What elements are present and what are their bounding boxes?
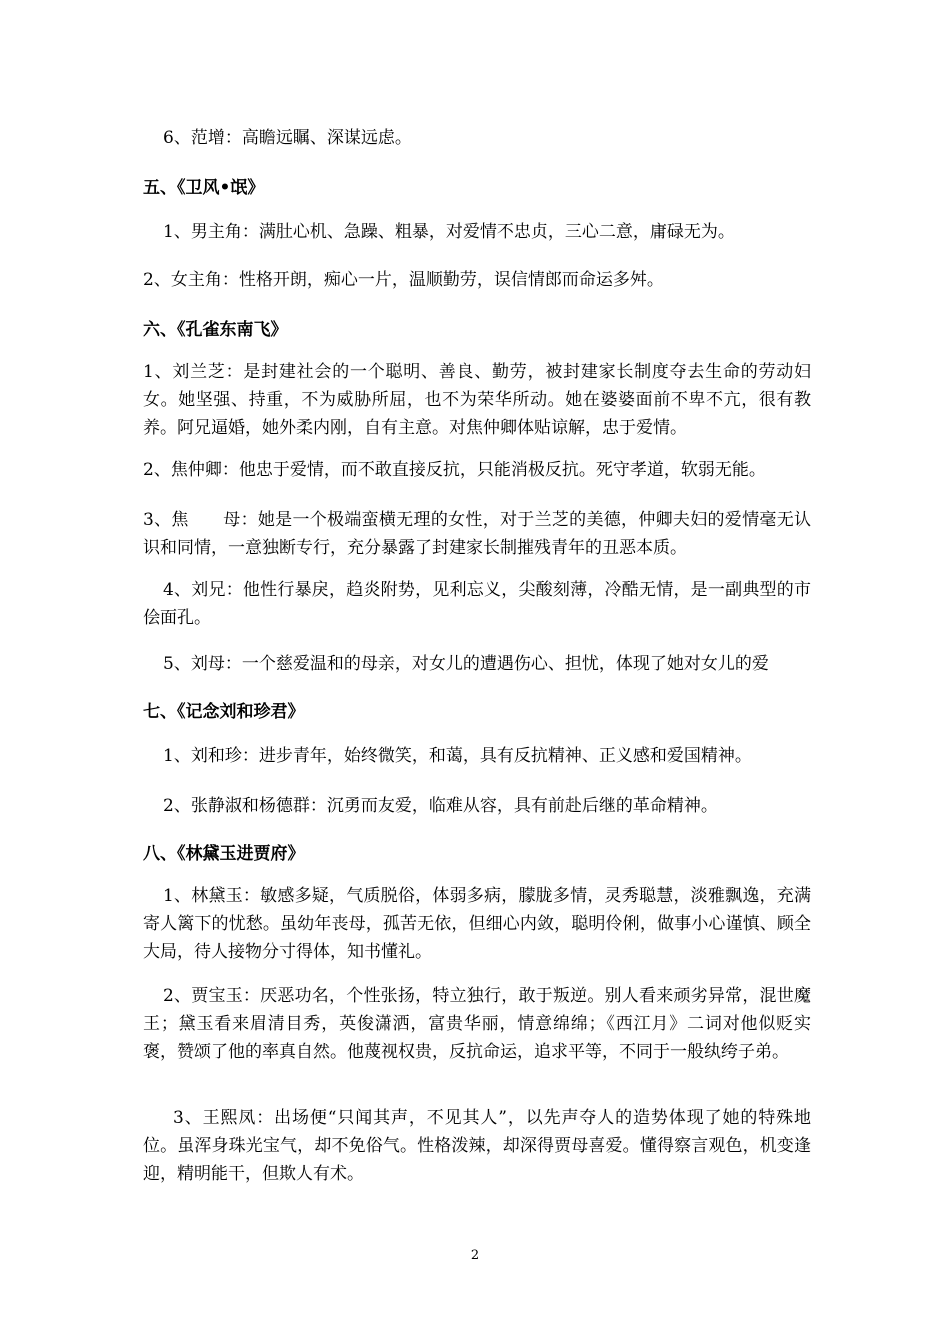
- paragraph-male-lead: 1、男主角：满肚心机、急躁、粗暴，对爱情不忠贞，三心二意，庸碌无为。: [163, 222, 735, 242]
- paragraph-wang-xifeng: 3、王熙凤：出场便“只闻其声，不见其人”，以先声夺人的造势体现了她的特殊地位。虽浑身珠光宝气，却不免俗气。性格泼辣，却深得贾母喜爱。懂得察言观色，机变逢迎，精明能干，但欺人有术。: [143, 1108, 811, 1184]
- heading-jinian-liuhezhen: 七、《记念刘和珍君》: [143, 702, 305, 722]
- heading-lin-daiyu-jinjiafu: 八、《林黛玉进贾府》: [143, 844, 305, 864]
- paragraph-female-lead: 2、女主角：性格开朗，痴心一片，温顺勤劳，误信情郎而命运多舛。: [143, 270, 664, 290]
- paragraph-liu-xiong: 4、刘兄：他性行暴戾，趋炎附势，见利忘义，尖酸刻薄，冷酷无情，是一副典型的市侩面孔。: [143, 580, 811, 628]
- heading-weifeng-meng: 五、《卫风•氓》: [143, 178, 265, 198]
- heading-kongque-dongnanfei: 六、《孔雀东南飞》: [143, 320, 288, 340]
- paragraph-liu-mu: 5、刘母：一个慈爱温和的母亲，对女儿的遭遇伤心、担忧，体现了她对女儿的爱: [163, 654, 769, 674]
- paragraph-liu-hezhen: 1、刘和珍：进步青年，始终微笑，和蔼，具有反抗精神、正义感和爱国精神。: [163, 746, 752, 766]
- paragraph-lin-daiyu: 1、林黛玉：敏感多疑，气质脱俗，体弱多病，朦胧多情，灵秀聪慧，淡雅飘逸，充满寄人篱下的忧愁。虽幼年丧母，孤苦无依，但细心内敛，聪明伶俐，做事小心谨慎、顾全大局，待人接物分寸得体，知书懂礼。: [143, 886, 811, 962]
- paragraph-liu-lanzhi: 1、刘兰芝：是封建社会的一个聪明、善良、勤劳，被封建家长制度夺去生命的劳动妇女。她坚强、持重，不为威胁所屈，也不为荣华所动。她在婆婆面前不卑不亢，很有教养。阿兄逼婚，她外柔内刚，自有主意。对焦仲卿体贴谅解，忠于爱情。: [143, 362, 811, 438]
- paragraph-jia-baoyu: 2、贾宝玉：厌恶功名，个性张扬，特立独行，敢于叛逆。别人看来顽劣异常，混世魔王；黛玉看来眉清目秀，英俊潇洒，富贵华丽，情意绵绵；《西江月》二词对他似贬实褒，赞颂了他的率真自然。他蔑视权贵，反抗命运，追求平等，不同于一般纨绔子弟。: [143, 986, 811, 1062]
- page-number: 2: [470, 1248, 480, 1263]
- paragraph-zhang-yang: 2、张静淑和杨德群：沉勇而友爱，临难从容，具有前赴后继的革命精神。: [163, 796, 718, 816]
- paragraph-jiao-mu: 3、焦 母：她是一个极端蛮横无理的女性，对于兰芝的美德，仲卿夫妇的爱情毫无认识和同情，一意独断专行，充分暴露了封建家长制摧残青年的丑恶本质。: [143, 510, 811, 558]
- paragraph-fanzeng: 6、范增：高瞻远瞩、深谋远虑。: [163, 128, 412, 148]
- paragraph-jiao-zhongqing: 2、焦仲卿：他忠于爱情，而不敢直接反抗，只能消极反抗。死守孝道，软弱无能。: [143, 460, 766, 480]
